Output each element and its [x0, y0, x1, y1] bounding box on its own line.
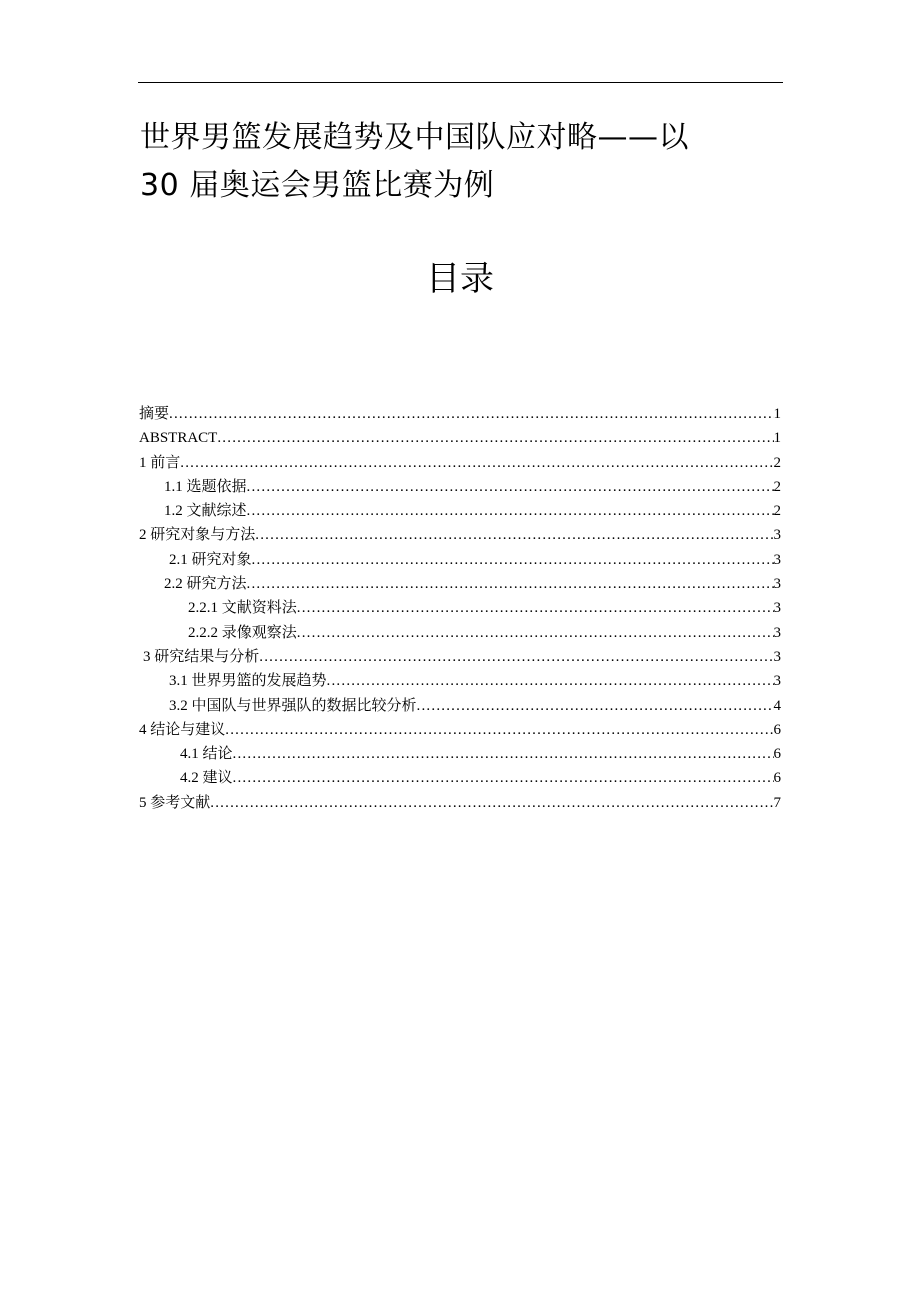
- toc-entry-label: 3.2 中国队与世界强队的数据比较分析: [169, 697, 417, 714]
- toc-entry-page: 1: [773, 430, 781, 447]
- toc-entry-label: 4.1 结论: [180, 746, 233, 763]
- toc-entry-3[interactable]: [139, 645, 781, 669]
- toc-entry-page: 3: [773, 576, 781, 593]
- toc-entry-4-2[interactable]: [139, 766, 781, 790]
- toc-entry-3-1[interactable]: [139, 669, 781, 693]
- toc-entry-page: 3: [773, 600, 781, 617]
- toc-entry-label: 2.2.1 文献资料法: [188, 600, 297, 617]
- toc-leader-dots: [247, 475, 774, 499]
- toc-leader-dots: [247, 572, 774, 596]
- toc-entry-2-1[interactable]: [139, 548, 781, 572]
- toc-leader-dots: [297, 621, 774, 645]
- toc-entry-page: 3: [773, 673, 781, 690]
- toc-entry-page: 3: [773, 624, 781, 641]
- table-of-contents: [139, 402, 781, 815]
- toc-entry-2-2-1[interactable]: [139, 596, 781, 620]
- toc-heading: 目录: [426, 259, 494, 299]
- toc-leader-dots: [247, 499, 774, 523]
- document-title: [140, 114, 790, 210]
- toc-entry-page: 4: [773, 697, 781, 714]
- toc-leader-dots: [417, 694, 774, 718]
- header-rule: [138, 82, 783, 83]
- toc-entry-label: 3 研究结果与分析: [143, 648, 260, 665]
- toc-entry-label: 1.2 文献综述: [164, 503, 247, 520]
- toc-entry-2-2-2[interactable]: [139, 621, 781, 645]
- toc-entry-page: 7: [773, 794, 781, 811]
- toc-entry-label: 2 研究对象与方法: [139, 527, 256, 544]
- toc-entry-label: 2.2 研究方法: [164, 576, 247, 593]
- toc-entry-page: 1: [773, 406, 781, 422]
- toc-leader-dots: [327, 669, 774, 693]
- toc-entry-abstract-cn[interactable]: [139, 402, 781, 426]
- toc-leader-dots: [225, 718, 773, 742]
- toc-entry-page: 3: [773, 527, 781, 544]
- toc-entry-label: 4 结论与建议: [139, 721, 226, 738]
- toc-leader-dots: [252, 548, 774, 572]
- toc-leader-dots: [259, 645, 773, 669]
- toc-entry-label: 4.2 建议: [180, 770, 233, 787]
- toc-entry-label: 1.1 选题依据: [164, 478, 247, 495]
- toc-leader-dots: [233, 766, 774, 790]
- toc-leader-dots: [233, 742, 774, 766]
- toc-entry-label: ABSTRACT: [139, 430, 218, 447]
- toc-entry-label: 2.2.2 录像观察法: [188, 624, 297, 641]
- toc-entry-page: 6: [773, 746, 781, 763]
- toc-entry-1[interactable]: [139, 451, 781, 475]
- toc-entry-1-1[interactable]: [139, 475, 781, 499]
- toc-entry-4-1[interactable]: [139, 742, 781, 766]
- toc-entry-4[interactable]: [139, 718, 781, 742]
- toc-leader-dots: [217, 426, 773, 450]
- toc-entry-label: 1 前言: [139, 454, 181, 471]
- toc-entry-page: 3: [773, 551, 781, 568]
- toc-entry-label: 3.1 世界男篮的发展趋势: [169, 673, 327, 690]
- toc-entry-page: 3: [773, 648, 781, 665]
- toc-entry-3-2[interactable]: [139, 694, 781, 718]
- toc-entry-5[interactable]: [139, 791, 781, 815]
- toc-entry-page: 2: [773, 478, 781, 495]
- toc-leader-dots: [255, 523, 773, 547]
- toc-entry-2[interactable]: [139, 523, 781, 547]
- toc-entry-label: 2.1 研究对象: [169, 551, 252, 568]
- toc-leader-dots: [297, 596, 774, 620]
- toc-leader-dots: [210, 791, 773, 815]
- toc-entry-label: 5 参考文献: [139, 794, 211, 811]
- toc-entry-page: 2: [773, 503, 781, 520]
- toc-entry-page: 6: [773, 770, 781, 787]
- toc-entry-page: 2: [773, 454, 781, 471]
- document-title-line-2: 30 届奥运会男篮比赛为例: [140, 168, 495, 203]
- toc-leader-dots: [180, 451, 773, 475]
- toc-entry-1-2[interactable]: [139, 499, 781, 523]
- toc-entry-2-2[interactable]: [139, 572, 781, 596]
- document-title-line-1: 世界男篮发展趋势及中国队应对略——以: [140, 120, 689, 155]
- toc-entry-abstract-en[interactable]: [139, 426, 781, 450]
- toc-entry-page: 6: [773, 721, 781, 738]
- toc-entry-label: 摘要: [139, 406, 170, 422]
- toc-leader-dots: [169, 402, 773, 426]
